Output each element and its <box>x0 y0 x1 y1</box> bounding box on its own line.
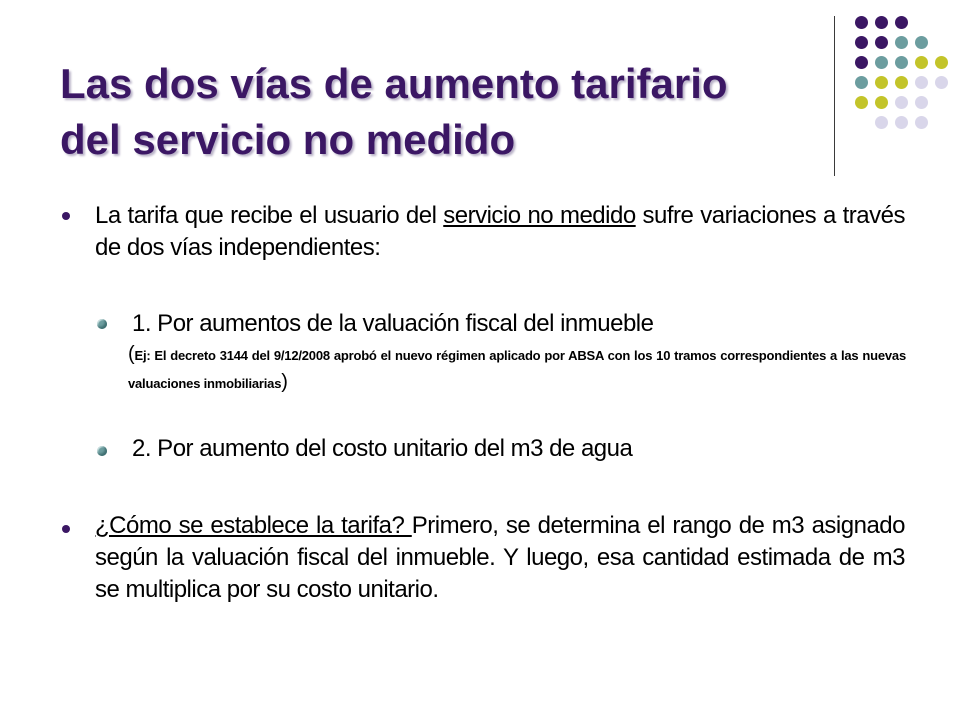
slide-title <box>60 56 830 168</box>
decorative-dot <box>875 16 888 29</box>
bullet-marker-1 <box>62 212 70 220</box>
bullet-2-underlined: ¿Cómo se establece la tarifa? <box>95 512 412 539</box>
decorative-dot <box>855 96 868 109</box>
decorative-dot <box>915 36 928 49</box>
decorative-dot <box>875 116 888 129</box>
title-divider <box>834 16 835 176</box>
bullet-1-underlined: servicio no medido <box>443 202 636 229</box>
decorative-dot <box>875 96 888 109</box>
sub-bullet-marker-2 <box>97 446 107 456</box>
decorative-dot <box>855 36 868 49</box>
decorative-dot <box>915 96 928 109</box>
bullet-1-before: La tarifa que recibe el usuario del <box>95 202 444 229</box>
decorative-dot <box>915 56 928 69</box>
decorative-dot <box>855 16 868 29</box>
note-close-paren: ) <box>281 371 288 393</box>
decorative-dot <box>855 56 868 69</box>
bullet-1-text <box>95 200 905 264</box>
note-text: Ej: El decreto 3144 del 9/12/2008 aprobó el nuevo régimen aplicado por ABSA con los 10 tramos correspondientes a las nuevas valuaciones inmobiliarias <box>128 348 906 391</box>
decorative-dot <box>875 36 888 49</box>
decorative-dot <box>895 36 908 49</box>
decorative-dot <box>935 56 948 69</box>
decorative-dot <box>855 76 868 89</box>
decorative-dot <box>915 116 928 129</box>
note-open-paren: ( <box>128 343 135 365</box>
sub-item-1-text: 1. Por aumentos de la valuación fiscal del inmueble <box>132 310 654 337</box>
bullet-2-after: Primero, se determina el rango de m3 asignado según la valuación fiscal del inmueble. Y luego, esa cantidad estimada de m3 se multiplica por su costo unitario. <box>95 512 905 603</box>
decorative-dot <box>895 16 908 29</box>
decorative-dot <box>895 116 908 129</box>
decorative-dot <box>895 76 908 89</box>
decorative-dot <box>875 76 888 89</box>
decorative-dot <box>875 56 888 69</box>
decorative-dot <box>895 96 908 109</box>
bullet-marker-2 <box>62 525 70 533</box>
slide-title-line-1: Las dos vías de aumento tarifario <box>60 60 728 107</box>
decorative-dot <box>935 76 948 89</box>
sub-item-2-text: 2. Por aumento del costo unitario del m3 de agua <box>132 435 633 462</box>
decorative-dot <box>895 56 908 69</box>
bullet-1-after: sufre variaciones a través de dos vías independientes: <box>95 202 905 261</box>
sub-item-1-note <box>128 341 906 397</box>
bullet-2-text <box>95 510 905 606</box>
sub-bullet-marker-1 <box>97 319 107 329</box>
decorative-dot <box>915 76 928 89</box>
slide-title-line-2: del servicio no medido <box>60 116 516 163</box>
